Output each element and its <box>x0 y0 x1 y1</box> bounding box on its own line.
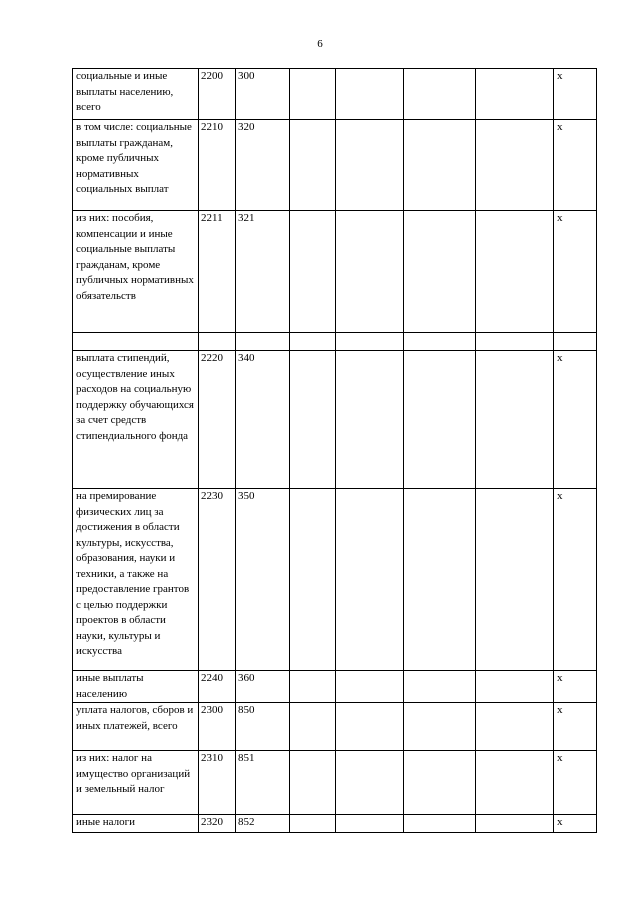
row-mark-cell <box>554 703 597 751</box>
empty-cell <box>336 333 404 351</box>
table-row <box>73 671 597 703</box>
empty-cell <box>336 69 404 120</box>
row-code: 2230 <box>201 490 223 502</box>
row-code-cell <box>199 333 236 351</box>
row-code: 2310 <box>201 752 223 764</box>
row-mark-cell <box>554 489 597 671</box>
empty-cell <box>290 815 336 833</box>
row-kosgu: 300 <box>238 70 255 82</box>
row-mark-cell <box>554 671 597 703</box>
empty-cell <box>404 351 476 489</box>
empty-cell <box>290 489 336 671</box>
row-kosgu: 321 <box>238 212 255 224</box>
row-name: социальные и иные выплаты населению, всего <box>76 70 174 113</box>
page-number: 6 <box>317 38 323 50</box>
empty-cell <box>404 69 476 120</box>
row-code-cell <box>199 211 236 333</box>
row-name-cell <box>73 211 199 333</box>
table-row <box>73 211 597 333</box>
row-kosgu: 320 <box>238 121 255 133</box>
empty-cell <box>290 751 336 815</box>
empty-cell <box>404 703 476 751</box>
row-name: из них: пособия, компенсации и иные социальные выплаты гражданам, кроме публичных нормативных обязательств <box>76 212 194 302</box>
row-code: 2220 <box>201 352 223 364</box>
row-mark-cell <box>554 751 597 815</box>
row-mark: x <box>557 816 563 828</box>
row-kosgu-cell <box>236 333 290 351</box>
row-name-cell <box>73 489 199 671</box>
empty-cell <box>404 120 476 211</box>
empty-cell <box>290 69 336 120</box>
row-mark-cell <box>554 333 597 351</box>
row-mark-cell <box>554 211 597 333</box>
row-mark: x <box>557 70 563 82</box>
empty-cell <box>290 671 336 703</box>
row-kosgu: 851 <box>238 752 255 764</box>
table-row <box>73 69 597 120</box>
row-name: на премирование физических лиц за достижения в области культуры, искусства, образования, науки и техники, а также на предоставление грантов с целью поддержки проектов в области науки, культуры и искусства <box>76 490 190 657</box>
empty-cell <box>404 333 476 351</box>
empty-cell <box>336 489 404 671</box>
row-name: иные выплаты населению <box>76 672 144 700</box>
row-kosgu-cell <box>236 815 290 833</box>
row-name-cell <box>73 703 199 751</box>
row-kosgu: 340 <box>238 352 255 364</box>
row-code-cell <box>199 703 236 751</box>
empty-cell <box>476 120 554 211</box>
empty-cell <box>476 211 554 333</box>
row-name-cell <box>73 69 199 120</box>
row-code-cell <box>199 351 236 489</box>
row-name: выплата стипендий, осуществление иных расходов на социальную поддержку обучающихся за счет средств стипендиального фонда <box>76 352 194 442</box>
empty-cell <box>290 351 336 489</box>
row-mark: x <box>557 672 563 684</box>
row-mark: x <box>557 212 563 224</box>
empty-cell <box>336 751 404 815</box>
budget-table <box>72 68 597 833</box>
row-mark: x <box>557 704 563 716</box>
empty-cell <box>476 333 554 351</box>
empty-cell <box>476 751 554 815</box>
table-row <box>73 333 597 351</box>
row-kosgu-cell <box>236 751 290 815</box>
row-code-cell <box>199 815 236 833</box>
empty-cell <box>290 333 336 351</box>
empty-cell <box>476 69 554 120</box>
empty-cell <box>336 120 404 211</box>
row-kosgu-cell <box>236 211 290 333</box>
empty-cell <box>404 489 476 671</box>
row-mark-cell <box>554 120 597 211</box>
row-code-cell <box>199 489 236 671</box>
row-name-cell <box>73 120 199 211</box>
row-mark-cell <box>554 69 597 120</box>
row-kosgu: 350 <box>238 490 255 502</box>
row-kosgu-cell <box>236 351 290 489</box>
table-row <box>73 751 597 815</box>
table-row <box>73 351 597 489</box>
row-code-cell <box>199 671 236 703</box>
empty-cell <box>336 815 404 833</box>
row-name: уплата налогов, сборов и иных платежей, всего <box>76 704 194 732</box>
empty-cell <box>476 815 554 833</box>
table-row <box>73 120 597 211</box>
row-name-cell <box>73 815 199 833</box>
row-code: 2300 <box>201 704 223 716</box>
empty-cell <box>404 671 476 703</box>
row-kosgu: 360 <box>238 672 255 684</box>
table-row <box>73 703 597 751</box>
row-name-cell <box>73 671 199 703</box>
row-mark: x <box>557 121 563 133</box>
row-mark: x <box>557 752 563 764</box>
row-code-cell <box>199 120 236 211</box>
row-kosgu-cell <box>236 120 290 211</box>
row-name-cell <box>73 751 199 815</box>
table-row <box>73 815 597 833</box>
row-mark-cell <box>554 815 597 833</box>
row-code-cell <box>199 751 236 815</box>
row-kosgu-cell <box>236 671 290 703</box>
empty-cell <box>336 703 404 751</box>
empty-cell <box>404 815 476 833</box>
empty-cell <box>336 351 404 489</box>
row-name-cell <box>73 351 199 489</box>
row-code: 2320 <box>201 816 223 828</box>
row-code: 2240 <box>201 672 223 684</box>
row-kosgu-cell <box>236 703 290 751</box>
row-mark-cell <box>554 351 597 489</box>
empty-cell <box>290 703 336 751</box>
row-name: в том числе: социальные выплаты гражданам, кроме публичных нормативных социальных выплат <box>76 121 192 195</box>
row-name: иные налоги <box>76 816 136 828</box>
empty-cell <box>290 211 336 333</box>
empty-cell <box>336 211 404 333</box>
empty-cell <box>336 671 404 703</box>
empty-cell <box>476 671 554 703</box>
row-name-cell <box>73 333 199 351</box>
row-kosgu-cell <box>236 69 290 120</box>
row-kosgu-cell <box>236 489 290 671</box>
row-code: 2200 <box>201 70 223 82</box>
row-name: из них: налог на имущество организаций и земельный налог <box>76 752 191 795</box>
empty-cell <box>290 120 336 211</box>
row-mark: x <box>557 490 563 502</box>
row-kosgu: 850 <box>238 704 255 716</box>
empty-cell <box>476 703 554 751</box>
row-mark: x <box>557 352 563 364</box>
empty-cell <box>476 351 554 489</box>
row-kosgu: 852 <box>238 816 255 828</box>
empty-cell <box>404 211 476 333</box>
row-code: 2211 <box>201 212 223 224</box>
row-code-cell <box>199 69 236 120</box>
row-code: 2210 <box>201 121 223 133</box>
empty-cell <box>476 489 554 671</box>
table-row <box>73 489 597 671</box>
empty-cell <box>404 751 476 815</box>
